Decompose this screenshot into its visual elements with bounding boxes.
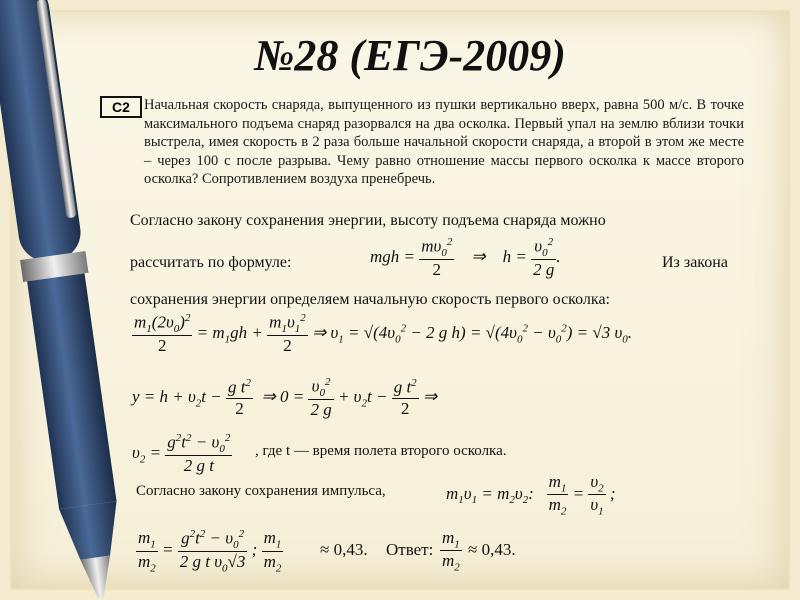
formula-momentum: $m_1\upsilon_1 = m_2\upsilon_2$: $\frac{m_1}{m_2}$ = $\frac{\upsilon_2}{\upsilon_1}$ ; — [446, 472, 616, 518]
answer-label: Ответ: — [386, 540, 434, 559]
problem-label: С2 — [100, 96, 142, 118]
formula-height-energy: mgh = $\frac{m\upsilon_0^2}{2}$ ⇒ h = $\frac{\upsilon_0^2}{2 g}$ . — [370, 236, 561, 280]
ratio-approx: ≈ 0,43. — [320, 540, 368, 559]
formula-second-fragment-motion: $y = h + \upsilon_2t$ − $\frac{g t^2}{2}$ ⇒ 0 = $\frac{\upsilon_0^2}{2 g}$ + $\upsilon_2t$ − $\frac{g t^2}{2}$ ⇒ — [132, 376, 438, 420]
solution-line-2-start: рассчитать по формуле: — [130, 254, 292, 271]
formula-mass-ratio: $\frac{m_1}{m_2}$ = $\frac{g^2t^2 - \upsilon_0^2}{2 g t \upsilon_0√3}$ ; $\frac{m_1}{m_2}$ — [138, 528, 282, 575]
problem-text: Начальная скорость снаряда, выпущенного из пушки вертикально вверх, равна 500 м/с. В точке максимального подъема снаряд разорвался на два осколка. Первый упал на землю вблизи точки выстрела, имея скорость в 2 раза больше начальной скорости снаряда, а второй в этом же месте – через 100 с после разрыва. Чему равно отношение массы первого осколка к массе второго осколка? Сопротивлением воздуха пренебречь. — [144, 97, 744, 187]
solution-momentum-text: Согласно закону сохранения импульса, — [136, 483, 386, 499]
answer-fraction: $\frac{m_1}{m_2}$ — [442, 528, 460, 574]
formula-second-fragment-speed: $\upsilon_2$ = $\frac{g^2t^2 - \upsilon_0^2}{\text{2 g t}}$ — [132, 432, 231, 476]
solution-v2-note: , где t — время полета второго осколка. — [255, 443, 507, 459]
solution-line-3: сохранения энергии определяем начальную скорость первого осколка: — [130, 291, 610, 308]
solution-line-2-end: Из закона — [662, 254, 728, 271]
formula-first-fragment-speed: $\frac{m_1(2\upsilon_0)^2}{2}$ = $m_1gh$ + $\frac{m_1\upsilon_1^2}{2}$ ⇒ $\upsilon_1 = √(4\upsilon_0^2 - 2$ g $h) = √(4\upsilon_0^2 - \upsilon_0^2) = √3$ $\upsilon_0$. — [134, 312, 633, 356]
page-title: №28 (ЕГЭ-2009) — [254, 31, 566, 80]
solution-line-1: Согласно закону сохранения энергии, высоту подъема снаряда можно — [130, 212, 606, 229]
answer-value: ≈ 0,43. — [468, 540, 516, 559]
